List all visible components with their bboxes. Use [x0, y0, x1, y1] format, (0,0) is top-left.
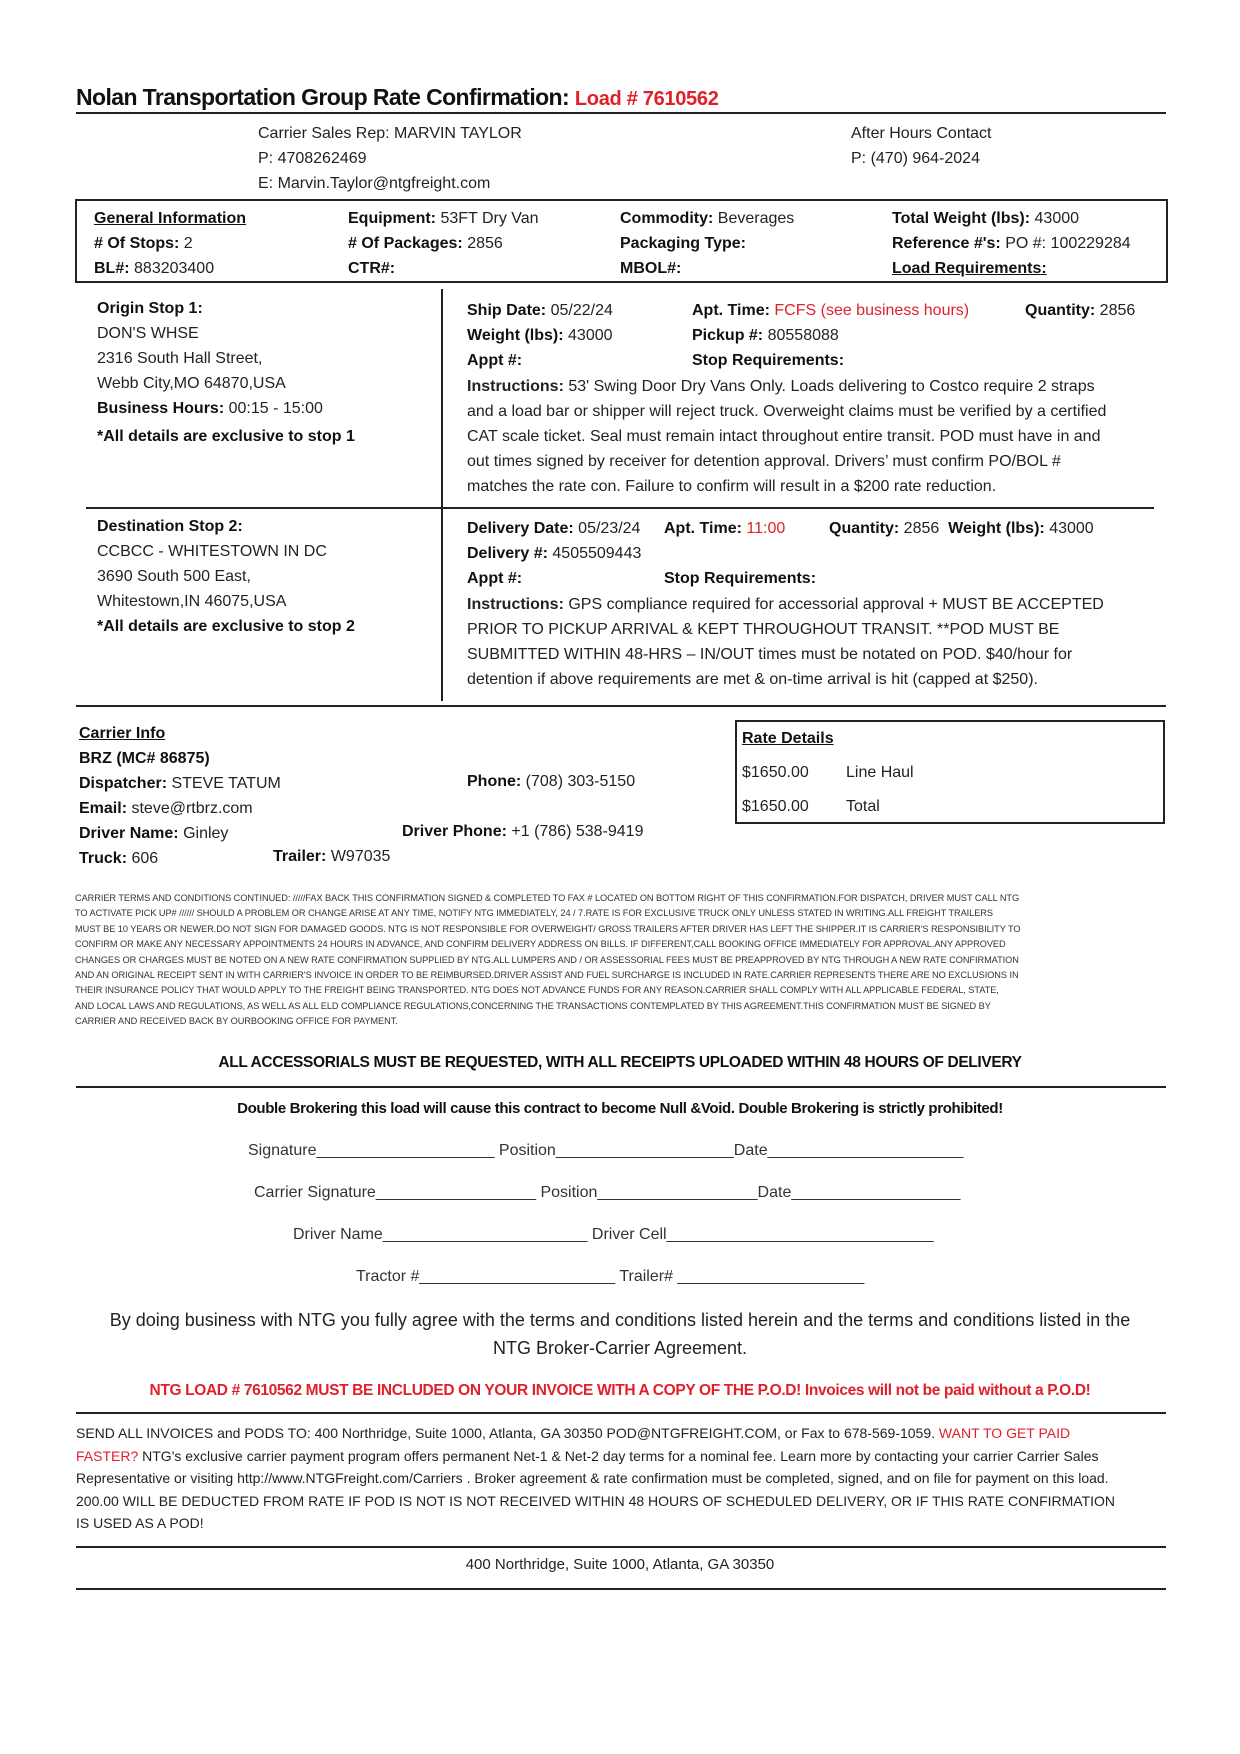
document-title — [76, 84, 719, 111]
notice-rule — [76, 1086, 1166, 1088]
origin-heading: Origin Stop 1: — [97, 300, 203, 317]
sales-rep-block — [258, 121, 522, 196]
double-brokering-notice: Double Brokering this load will cause this contract to become Null &Void. Double Brokering is strictly prohibited! — [237, 1100, 1003, 1117]
terms-line: CONFIRM OR MAKE ANY NECESSARY APPOINTMENTS 24 HOURS IN ADVANCE, AND CONFIRM DELIVERY ADDRESS ON BILLS. IF DIFFERENT,CALL BOOKING OFFICE IMMEDIATELY FOR APPROVAL.ANY APPROVED — [75, 939, 1006, 950]
equipment-row: Equipment: 53FT Dry Van — [348, 210, 539, 227]
stops-divider — [441, 289, 443, 701]
destination-instructions-label: Instructions: — [467, 596, 564, 613]
pickup-row: Pickup #: 80558088 — [692, 327, 839, 344]
general-col-1 — [94, 206, 246, 281]
commodity-value: Beverages — [717, 210, 795, 227]
origin-instructions-line: CAT scale ticket. Seal must remain intact throughout entire transit. POD must have in and — [467, 428, 1101, 445]
load-requirements-label: Load Requirements: — [892, 260, 1047, 277]
rate-row — [742, 796, 809, 818]
trailer-value: W97035 — [330, 848, 391, 865]
rate-label: Line Haul — [846, 764, 914, 781]
stops-bottom-rule — [76, 705, 1166, 707]
terms-line: TO ACTIVATE PICK UP# ////// SHOULD A PROBLEM OR CHANGE ARISE AT ANY TIME, NOTIFY NTG IMMEDIATELY, 24 / 7.RATE IS FOR EXCLUSIVE TRUCK ONLY UNLESS STATED IN WRITING.ALL FREIGHT TRAILERS — [75, 908, 993, 919]
rate-details-heading: Rate Details — [742, 730, 834, 747]
terms-line: AND AN ORIGINAL RECEIPT SENT IN WITH CARRIER'S INVOICE IN ORDER TO BE REIMBURSED.DRIVER ASSIST AND FUEL SURCHARGE IS INCLUDED IN RATE.CARRIER REPRESENTS THERE ARE NO EXCLUSIONS IN — [75, 970, 1019, 981]
destination-instructions-line: GPS compliance required for accessorial approval + MUST BE ACCEPTED — [563, 596, 1104, 613]
footer-address: 400 Northridge, Suite 1000, Atlanta, GA 30350 — [465, 1556, 775, 1573]
footer-line: IS USED AS A POD! — [76, 1515, 204, 1531]
sales-rep-name: Carrier Sales Rep: MARVIN TAYLOR — [258, 125, 522, 142]
destination-quantity-value: 2856 — [903, 520, 940, 537]
ship-date-row: Ship Date: 05/22/24 — [467, 302, 613, 319]
delivery-date-row: Delivery Date: 05/23/24 — [467, 520, 641, 537]
terms-line: THEIR INSURANCE POLICY THAT WOULD APPLY TO THE FREIGHT BEING TRANSPORTED. NTG DOES NOT ADVANCE FUNDS FOR ANY REASON.CARRIER SHALL COMPLY WITH ALL APPLICABLE FEDERAL, STATE, — [75, 985, 999, 996]
load-number: Load # 7610562 — [574, 88, 719, 110]
origin-name: DON'S WHSE — [97, 325, 199, 342]
driver-name-line[interactable]: Driver Name_______________________ Driver Cell______________________________ — [293, 1226, 934, 1243]
agreement-line: By doing business with NTG you fully agree with the terms and conditions listed herein and the terms and conditions listed in the — [109, 1310, 1131, 1330]
carrier-name: BRZ (MC# 86875) — [79, 750, 210, 767]
bl-row: BL#: 883203400 — [94, 260, 215, 277]
reference-value: PO #: 100229284 — [1005, 235, 1131, 252]
driver-phone-row: Driver Phone: +1 (786) 538-9419 — [402, 823, 644, 840]
general-col-4 — [892, 206, 1131, 281]
delivery-number-row: Delivery #: 4505509443 — [467, 545, 642, 562]
accessorials-notice: ALL ACCESSORIALS MUST BE REQUESTED, WITH ALL RECEIPTS UPLOADED WITHIN 48 HOURS OF DELIVERY — [218, 1054, 1022, 1071]
destination-apt-time-row: Apt. Time: 11:00 — [664, 520, 786, 537]
origin-quantity-row: Quantity: 2856 — [1025, 302, 1136, 319]
packages-row: # Of Packages: 2856 — [348, 235, 503, 252]
origin-apt-time-row: Apt. Time: FCFS (see business hours) — [692, 302, 970, 319]
agreement-line: NTG Broker-Carrier Agreement. — [492, 1338, 748, 1358]
carrier-phone-row: Phone: (708) 303-5150 — [467, 773, 636, 790]
rate-amount: $1650.00 — [742, 798, 809, 815]
footer-line: NTG's exclusive carrier payment program offers permanent Net-1 & Net-2 day terms for a nominal fee. Learn more by contacting your carrier Carrier Sales — [138, 1447, 1099, 1464]
destination-stop-req-row: Stop Requirements: — [664, 570, 817, 587]
destination-exclusive-note: *All details are exclusive to stop 2 — [97, 618, 355, 635]
packages-value: 2856 — [467, 235, 503, 252]
origin-instructions-line: 53' Swing Door Dry Vans Only. Loads delivering to Costco require 2 straps — [563, 378, 1095, 395]
stops-row: # Of Stops: 2 — [94, 235, 193, 252]
truck-row: Truck: 606 — [79, 850, 159, 867]
bl-value: 883203400 — [134, 260, 215, 277]
destination-instructions — [467, 592, 1104, 692]
equipment-value: 53FT Dry Van — [440, 210, 539, 227]
ctr-row: CTR#: — [348, 260, 396, 277]
origin-instructions-line: matches the rate con. Failure to confirm will result in a $200 rate reduction. — [467, 478, 997, 495]
destination-address-block — [97, 514, 355, 639]
destination-heading: Destination Stop 2: — [97, 518, 243, 535]
stop-separator — [86, 507, 1154, 509]
driver-name-row: Driver Name: Ginley — [79, 825, 229, 842]
footer-line: Representative or visiting http://www.NTGFreight.com/Carriers . Broker agreement & rate confirmation must be completed, signed, and on file for payment on this load. — [76, 1470, 1109, 1486]
ship-date-value: 05/22/24 — [550, 302, 613, 319]
destination-name: CCBCC - WHITESTOWN IN DC — [97, 543, 327, 560]
commodity-row: Commodity: Beverages — [620, 210, 795, 227]
origin-appt-row: Appt #: — [467, 352, 523, 369]
delivery-number-value: 4505509443 — [552, 545, 642, 562]
driver-name-value: Ginley — [183, 825, 229, 842]
destination-appt-row: Appt #: — [467, 570, 523, 587]
title-rule — [76, 112, 1166, 114]
after-hours-label: After Hours Contact — [851, 125, 992, 142]
dispatcher-row: Dispatcher: STEVE TATUM — [79, 775, 281, 792]
terms-and-conditions — [75, 891, 1167, 1030]
dispatcher-value: STEVE TATUM — [171, 775, 281, 792]
rate-row-label — [846, 796, 880, 818]
destination-apt-time-value: 11:00 — [746, 520, 786, 537]
origin-apt-time-value: FCFS (see business hours) — [774, 302, 970, 319]
origin-address2: Webb City,MO 64870,USA — [97, 375, 286, 392]
origin-instructions-line: out times signed by receiver for detention approval. Drivers’ must confirm PO/BOL # — [467, 453, 1061, 470]
invoice-notice: NTG LOAD # 7610562 MUST BE INCLUDED ON YOUR INVOICE WITH A COPY OF THE P.O.D! Invoices will not be paid without a P.O.D! — [149, 1382, 1091, 1399]
mbol-row: MBOL#: — [620, 260, 682, 277]
rate-amount: $1650.00 — [742, 764, 809, 781]
destination-address1: 3690 South 500 East, — [97, 568, 251, 585]
origin-instructions-label: Instructions: — [467, 378, 564, 395]
destination-instructions-line: SUBMITTED WITHIN 48-HRS – IN/OUT times must be notated on POD. $40/hour for — [467, 646, 1073, 663]
invoice-rule — [76, 1412, 1166, 1414]
footer-line: SEND ALL INVOICES and PODS TO: 400 Northridge, Suite 1000, Atlanta, GA 30350 POD@NTGFREIGHT.COM, or Fax to 678-569-1059. — [76, 1425, 939, 1441]
destination-weight-value: 43000 — [1049, 520, 1094, 537]
terms-line: AND LOCAL LAWS AND REGULATIONS, AS WELL AS ALL ELD COMPLIANCE REGULATIONS,CONCERNING THE TRANSACTIONS CONTEMPLATED BY THIS AGREEMENT.THIS CONFIRMATION MUST BE SIGNED BY — [75, 1000, 991, 1011]
driver-phone-value: +1 (786) 538-9419 — [511, 823, 644, 840]
destination-instructions-line: PRIOR TO PICKUP ARRIVAL & KEPT THROUGHOUT TRANSIT. **POD MUST BE — [467, 621, 1060, 638]
origin-instructions-line: and a load bar or shipper will reject truck. Overweight claims must be verified by a certified — [467, 403, 1107, 420]
terms-line: CARRIER TERMS AND CONDITIONS CONTINUED: /////FAX BACK THIS CONFIRMATION SIGNED & COMPLETED TO FAX # LOCATED ON BOTTOM RIGHT OF THIS CONFIRMATION.FOR DISPATCH, DRIVER MUST CALL NTG — [75, 893, 1020, 903]
sales-rep-email: E: Marvin.Taylor@ntgfreight.com — [258, 175, 491, 192]
tractor-trailer-line[interactable]: Tractor #______________________ Trailer# _____________________ — [356, 1268, 865, 1285]
after-hours-phone: P: (470) 964-2024 — [851, 150, 980, 167]
origin-instructions — [467, 374, 1106, 499]
packaging-row: Packaging Type: — [620, 235, 746, 252]
carrier-phone-value: (708) 303-5150 — [525, 773, 636, 790]
destination-quantity-row: Quantity: 2856 Weight (lbs): 43000 — [829, 520, 1094, 537]
footer-rule-bottom — [76, 1588, 1166, 1590]
business-hours-row: Business Hours: 00:15 - 15:00 — [97, 400, 323, 417]
trailer-row: Trailer: W97035 — [273, 848, 391, 865]
carrier-email-value: steve@rtbrz.com — [131, 800, 253, 817]
general-col-2 — [348, 206, 539, 281]
origin-quantity-value: 2856 — [1099, 302, 1136, 319]
total-weight-row: Total Weight (lbs): 43000 — [892, 210, 1080, 227]
general-info-heading: General Information — [94, 210, 247, 227]
footer-text — [76, 1422, 1115, 1535]
stops-value: 2 — [183, 235, 193, 252]
agreement-text — [60, 1306, 1180, 1362]
signature-line[interactable]: Signature____________________ Position____________________Date______________________ — [248, 1142, 964, 1159]
destination-instructions-line: detention if above requirements are met & on-time arrival is hit (capped at $250). — [467, 671, 1038, 688]
carrier-info-heading: Carrier Info — [79, 725, 166, 742]
footer-rule-top — [76, 1546, 1166, 1548]
origin-weight-row: Weight (lbs): 43000 — [467, 327, 613, 344]
carrier-signature-line[interactable]: Carrier Signature__________________ Position__________________Date___________________ — [254, 1184, 961, 1201]
after-hours-block — [851, 121, 992, 171]
truck-value: 606 — [131, 850, 159, 867]
origin-stop-req-row: Stop Requirements: — [692, 352, 845, 369]
origin-address-block — [97, 296, 355, 449]
terms-line: MUST BE 10 YEARS OR NEWER.DO NOT SIGN FOR DAMAGED GOODS. NTG IS NOT RESPONSIBLE FOR OVERWEIGHT/ GROSS TRAILERS AFTER DRIVER HAS LEFT THE SHIPPER.IT IS CARRIER'S RESPONSIBILITY TO — [75, 923, 1021, 934]
pickup-value: 80558088 — [767, 327, 839, 344]
rate-row-label — [846, 762, 914, 784]
delivery-date-value: 05/23/24 — [578, 520, 641, 537]
total-weight-value: 43000 — [1034, 210, 1080, 227]
title-text: Nolan Transportation Group Rate Confirmation: — [76, 84, 570, 110]
origin-address1: 2316 South Hall Street, — [97, 350, 263, 367]
rate-label: Total — [846, 798, 880, 815]
email-row: Email: steve@rtbrz.com — [79, 800, 253, 817]
general-col-3 — [620, 206, 794, 281]
footer-line: 200.00 WILL BE DEDUCTED FROM RATE IF POD IS NOT IS NOT RECEIVED WITHIN 48 HOURS OF SCHEDULED DELIVERY, OR IF THIS RATE CONFIRMATION — [76, 1492, 1116, 1509]
terms-line: CHANGES OR CHARGES MUST BE NOTED ON A NEW RATE CONFIRMATION SUPPLIED BY NTG.ALL LUMPERS AND / OR ASSESSORIAL FEES MUST BE PREAPPROVED BY NTG THROUGH A NEW RATE CONFIRMATION — [75, 954, 1019, 965]
rate-details-heading-wrap — [742, 728, 834, 750]
reference-row: Reference #'s: PO #: 100229284 — [892, 235, 1131, 252]
business-hours-value: 00:15 - 15:00 — [228, 400, 323, 417]
destination-address2: Whitestown,IN 46075,USA — [97, 593, 287, 610]
paid-faster-link[interactable]: WANT TO GET PAID — [938, 1425, 1071, 1441]
sales-rep-phone: P: 4708262469 — [258, 150, 367, 167]
rate-row — [742, 762, 809, 784]
paid-faster-link[interactable]: FASTER? — [76, 1447, 139, 1464]
terms-line: CARRIER AND RECEIVED BACK BY OURBOOKING OFFICE FOR PAYMENT. — [75, 1016, 398, 1027]
origin-weight-value: 43000 — [568, 327, 613, 344]
origin-exclusive-note: *All details are exclusive to stop 1 — [97, 428, 355, 445]
